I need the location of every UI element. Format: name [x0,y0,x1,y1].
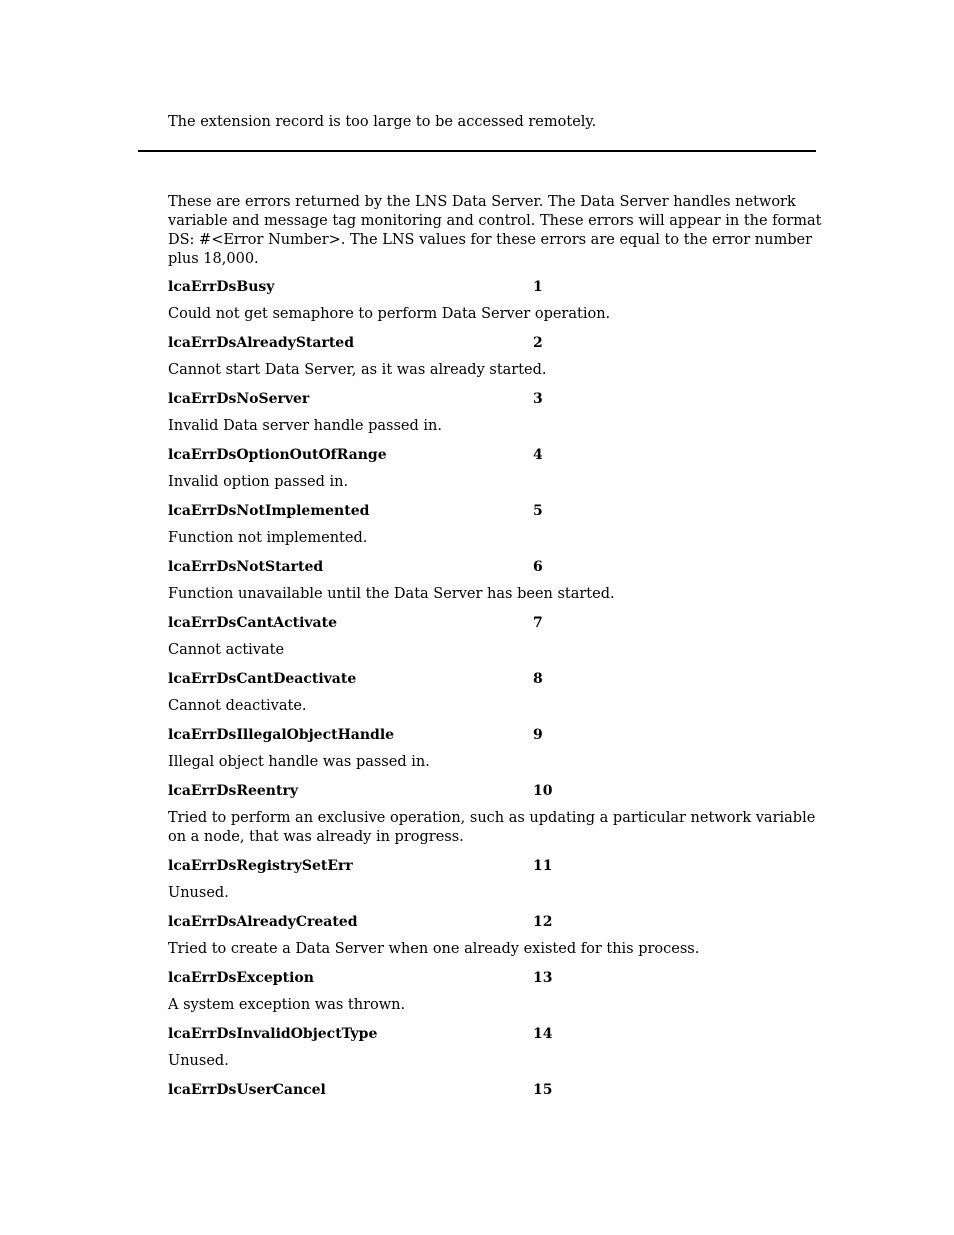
error-entry [168,912,818,968]
intro-line: These are errors returned by the LNS Data Server. The Data Server handles network [168,194,796,210]
error-description [168,689,818,725]
intro-line: variable and message tag monitoring and control. These errors will appear in the format [168,213,822,229]
error-code: 4 [533,447,543,463]
error-entry-header [168,333,818,353]
error-entry [168,968,818,1024]
error-name: lcaErrDsInvalidObjectType [168,1026,378,1042]
top-note: The extension record is too large to be accessed remotely. [168,114,597,130]
error-description-line: Cannot activate [168,642,285,658]
error-entry-header [168,968,818,988]
error-entry [168,557,818,613]
error-description [168,801,818,856]
error-entry-header [168,669,818,689]
error-name: lcaErrDsAlreadyCreated [168,914,358,930]
error-entry-header [168,912,818,932]
error-description [168,353,818,389]
error-name: lcaErrDsCantDeactivate [168,671,357,687]
error-code: 3 [533,391,543,407]
error-entry [168,333,818,389]
error-description-line: Cannot deactivate. [168,698,307,714]
error-entry [168,1080,818,1100]
error-entry [168,501,818,557]
error-description [168,409,818,445]
error-description [168,988,818,1024]
error-name: lcaErrDsUserCancel [168,1082,326,1098]
error-code: 7 [533,615,543,631]
error-entry [168,389,818,445]
error-name: lcaErrDsOptionOutOfRange [168,447,387,463]
error-description [168,577,818,613]
error-description-line: A system exception was thrown. [168,997,406,1013]
error-name: lcaErrDsRegistrySetErr [168,858,353,874]
section-divider [138,150,816,152]
error-code: 5 [533,503,543,519]
error-entry-header [168,856,818,876]
error-entry [168,445,818,501]
error-description-line: Tried to perform an exclusive operation, such as updating a particular network variable [168,810,816,826]
error-entry [168,856,818,912]
error-description-line: Tried to create a Data Server when one already existed for this process. [168,941,700,957]
error-name: lcaErrDsAlreadyStarted [168,335,355,351]
error-description [168,745,818,781]
error-description-line: on a node, that was already in progress. [168,829,464,845]
error-name: lcaErrDsNoServer [168,391,310,407]
error-entry [168,669,818,725]
error-entry [168,613,818,669]
error-name: lcaErrDsNotStarted [168,559,324,575]
error-description-line: Function unavailable until the Data Server has been started. [168,586,615,602]
error-entry-header [168,445,818,465]
error-description-line: Invalid Data server handle passed in. [168,418,442,434]
error-description [168,465,818,501]
error-code: 12 [533,914,553,930]
error-name: lcaErrDsException [168,970,314,986]
error-entry-header [168,1080,818,1100]
error-entry-header [168,557,818,577]
error-name: lcaErrDsNotImplemented [168,503,370,519]
error-entry [168,277,818,333]
error-code: 8 [533,671,543,687]
error-entry-header [168,277,818,297]
error-entry [168,725,818,781]
error-name: lcaErrDsIllegalObjectHandle [168,727,395,743]
error-description-line: Function not implemented. [168,530,368,546]
error-entry-header [168,781,818,801]
error-entry [168,1024,818,1080]
error-description-line: Cannot start Data Server, as it was already started. [168,362,547,378]
error-code: 15 [533,1082,553,1098]
error-description-line: Could not get semaphore to perform Data Server operation. [168,306,611,322]
intro-line: plus 18,000. [168,251,259,267]
error-description-line: Unused. [168,885,229,901]
error-code: 11 [533,858,553,874]
error-entry-header [168,501,818,521]
section-intro [168,193,822,269]
error-entry-header [168,1024,818,1044]
error-entry [168,781,818,856]
error-description-line: Unused. [168,1053,229,1069]
error-description [168,1044,818,1080]
error-description [168,297,818,333]
error-description-line: Invalid option passed in. [168,474,349,490]
error-code: 1 [533,279,543,295]
error-code: 2 [533,335,543,351]
intro-line: DS: #<Error Number>. The LNS values for these errors are equal to the error number [168,232,812,248]
error-name: lcaErrDsReentry [168,783,298,799]
error-code: 13 [533,970,553,986]
error-entry-header [168,389,818,409]
error-list [168,277,818,1100]
error-description [168,521,818,557]
error-description [168,876,818,912]
error-description [168,932,818,968]
error-description [168,633,818,669]
error-code: 10 [533,783,553,799]
error-code: 14 [533,1026,553,1042]
error-code: 6 [533,559,543,575]
error-name: lcaErrDsBusy [168,279,275,295]
error-code: 9 [533,727,543,743]
error-entry-header [168,725,818,745]
error-entry-header [168,613,818,633]
error-description-line: Illegal object handle was passed in. [168,754,430,770]
error-name: lcaErrDsCantActivate [168,615,337,631]
